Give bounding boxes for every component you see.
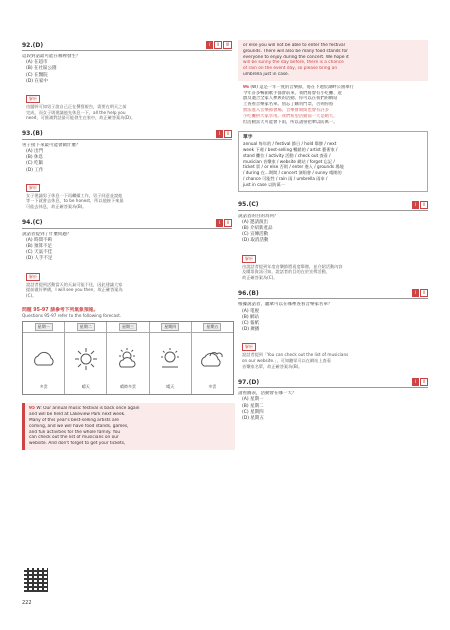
passage-line: grounds. There will also be many food stands for [243,48,348,54]
question-text: 說話者提到了什麼問題？ [22,231,72,237]
tag: Ⅰ [412,289,419,297]
option: (B) 預算不足 [26,244,53,249]
passage-line: and will be held at Lakeview Park next week. [29,412,126,418]
question-number: 97.(D) [238,378,260,386]
explanation-line: 完成，而女子則建議他先休息一下，all the help you [26,109,126,115]
translation-line: 戲及適合全家人參與的活動。你可以在我們的網站 [243,96,338,102]
explanation-label: 解析 [26,184,40,192]
translation-line: 但活動當天可能會下雨，所以請帶把傘以防萬一。 [243,119,338,125]
explanation-line: 可能去休息，故正確答案為(B)。 [26,204,87,209]
explanation-line: 由題幹可知男子說自己正在撰寫報告，需要在明天之前 [26,104,127,110]
explanation-line: 及購票資訊可知，說話者的目的在於宣傳活動， [242,269,330,275]
option: (A) 電視 [242,308,260,314]
page-number: 222 [22,600,32,606]
question-number: 96.(B) [238,289,259,297]
option: (C) 宣傳活動 [242,232,269,238]
tag: Ⅱ [420,289,428,297]
translation-line: 上查看音樂家名單。別忘了購買門票，否則你將 [243,102,334,108]
sun-icon [74,333,98,384]
question-number: 92.(D) [22,41,44,49]
tag: Ⅰ [412,201,419,209]
vocabulary-line: / during 在…期間 / concert 演唱會 / sunny 晴朗的 [243,170,342,176]
question-text: 請看圖表，活動會在哪一天？ [238,391,297,397]
sun-icon [158,333,182,384]
explanation-label: 解析 [242,343,256,351]
passage-line: or else you will not be able to enter the festival [243,43,345,48]
option: (B) 休息 [26,155,44,161]
option: (C) 天氣不佳 [26,250,53,256]
tag: Ⅱ [214,41,222,49]
passage-line: and fun activities for the whole family. You [29,429,121,435]
qr-code [24,568,48,592]
day-label: 星期二 [77,323,95,331]
option: (A) 在超市 [26,60,48,66]
question-text: 根據說話者，聽眾可以在哪裡查看音樂家名單？ [238,302,333,308]
question-number: 95.(C) [238,201,259,209]
passage-line: of rain on the event day, so please bring an [243,66,338,72]
explanation-line: 提前做好準備，I will see you then，故正確答案為 [26,287,123,293]
forecast-day [65,322,107,394]
difficulty-tags [216,219,232,227]
tag: Ⅱ [420,201,428,209]
option: (C) 吃飯 [26,161,44,167]
weather-forecast-table [22,321,234,395]
weather-label: 多雲 [208,384,217,390]
option: (D) 星期五 [242,415,264,421]
vocabulary-line: annual 每年的 / festival 節日 / hold 舉辦 / next [243,141,337,147]
question-93 [22,129,232,210]
passage-line: everyone to enjoy during the concert. We hope it [243,54,349,60]
explanation-line: (C)。 [26,292,37,298]
translation-line: 小吃攤供大家享用。我們希望活動前一天是晴天， [243,113,338,119]
explanation-line: 音樂家名單，故正確答案為(B)。 [242,363,303,369]
option: (C) 報紙 [242,320,260,326]
forecast-day [107,322,149,394]
vocabulary-line: ticket 票 / or else 否則 / enter 進入 / grounds 場地 [243,164,344,170]
vocabulary-line: just in case 以防萬一 [243,181,285,187]
tag: Ⅲ [223,41,232,49]
translation-line: 無法進入音樂節會場。音樂會期間也會有許多 [243,107,329,113]
vocabulary-box [238,131,428,191]
passage-number: 95 [29,406,35,412]
question-94 [22,218,232,299]
option: (D) 廣播 [242,327,260,333]
option: (C) 在醫院 [26,72,48,78]
listening-passage [22,403,235,450]
translation-line: 今年許多暢銷歌手都會前來，我們將會有小吃攤、遊 [243,90,342,96]
forecast-day [23,322,65,394]
passage-line: will be sunny the day before, there is a chance [243,60,344,66]
question-number: 94.(C) [22,219,43,227]
question-header [238,200,428,211]
passage-text: W: Our annual music festival is back once again [36,406,140,412]
question-header [238,377,428,388]
option: (D) 工作 [26,167,44,173]
weather-label: 晴時多雲 [120,384,136,390]
explanation-line: 等一下就會去休息，to be honest，所以他接下來最 [26,198,124,204]
tag: Ⅱ [224,130,232,138]
option: (D) 取消活動 [242,238,269,244]
vocabulary-line: stand 攤位 / activity 活動 / check out 查看 / [243,152,331,158]
weather-section-title: 問題 95-97 請參考下列氣象預報。 [22,308,99,314]
passage-line: can check out the list of musicians on our [29,435,119,441]
sun-cloud-icon [115,333,141,384]
weather-section-subtitle: Questions 95-97 refer to the following forecast. [22,313,122,319]
difficulty-tags [206,41,232,49]
left-column [22,40,232,450]
question-96 [238,288,428,369]
passage-line: website. And don't forget to get your tickets, [29,441,126,447]
tag: Ⅰ [216,130,223,138]
question-95 [238,200,428,281]
question-header [238,288,428,299]
question-number: 93.(B) [22,130,43,138]
passage-line: Many of this year's best-selling artists are [29,417,119,423]
option: (D) 人手不足 [26,256,53,262]
explanation-line: need，可推測對話最可能發生在家中，故正確答案為(D)。 [26,115,136,121]
difficulty-tags [412,201,428,209]
option: (B) 介紹新產品 [242,225,273,231]
option: (C) 星期四 [242,409,264,415]
question-header [22,129,232,140]
tag: Ⅰ [206,41,213,49]
option: (A) 時間不夠 [26,237,53,243]
option: (D) 在家中 [26,78,48,84]
day-label: 星期三 [119,323,137,331]
weather-label: 晴天 [81,384,90,390]
option: (B) 星期二 [242,403,264,409]
option: (A) 星期一 [242,397,264,403]
cloudy-icon [198,333,226,384]
translation [238,85,428,126]
question-92 [22,40,232,121]
option: (A) 出門 [26,149,44,154]
question-97 [238,377,428,422]
question-header [22,218,232,229]
day-label: 星期一 [35,323,53,331]
day-label: 星期五 [203,323,221,331]
vocabulary-title: 單字 [243,135,253,141]
vocabulary-line: musician 音樂家 / website 網站 / forget 忘記 / [243,158,335,164]
explanation-label: 解析 [242,255,256,263]
explanation-line: 由說話者提到年度音樂節將再度舉辦，並介紹活動內容 [242,263,343,269]
explanation-line: 說話者提到活動當天的天氣可能不佳，因此建議大家 [26,281,123,287]
weather-label: 晴天 [166,384,175,390]
question-text: 說話者的目的為何？ [238,213,279,219]
explanation-line: 說話者提到「You can check out the list of musicians [242,352,349,358]
difficulty-tags [216,130,232,138]
passage-continued [238,40,428,81]
option: (B) 在社區公園 [26,66,57,72]
difficulty-tags [412,378,428,386]
option: (A) 邀請演出 [242,219,269,225]
passage-line: umbrella just in case. [243,71,290,77]
question-text: 這段對話最可能在哪裡發生？ [22,54,81,59]
right-column [238,40,428,430]
vocabulary-line: week 下週 / best-selling 暢銷的 / artist 藝術家 / [243,146,338,152]
explanation-line: 女子建議男子休息一下再繼續工作，男子同意並說他 [26,192,123,198]
forecast-day [192,322,233,394]
explanation-label: 解析 [26,273,40,281]
explanation-line: 故正確答案為(C)。 [242,274,278,280]
question-text: 男子接下來最可能會做什麼？ [22,142,81,148]
tag: Ⅱ [224,219,232,227]
tag: Ⅰ [412,378,419,386]
translation-text: (W) 這是一年一度的音樂節，將在下週於湖畔公園舉行 [250,84,354,90]
translation-number: 96 [243,84,249,90]
explanation-line: on our website.」，可知聽眾可以在網站上查看 [242,357,331,363]
passage-line: coming, and we will have food stands, games, [29,423,129,429]
option: (B) 網站 [242,314,260,320]
weather-label: 多雲 [39,384,48,390]
question-header [22,40,232,51]
day-label: 星期四 [161,323,179,331]
tag: Ⅱ [420,378,428,386]
cloudy-icon [31,333,57,384]
tag: Ⅰ [216,219,223,227]
vocabulary-line: / chance 可能性 / rain 雨 / umbrella 雨傘 / [243,175,328,181]
difficulty-tags [412,289,428,297]
explanation-label: 解析 [26,95,40,103]
forecast-day [150,322,192,394]
